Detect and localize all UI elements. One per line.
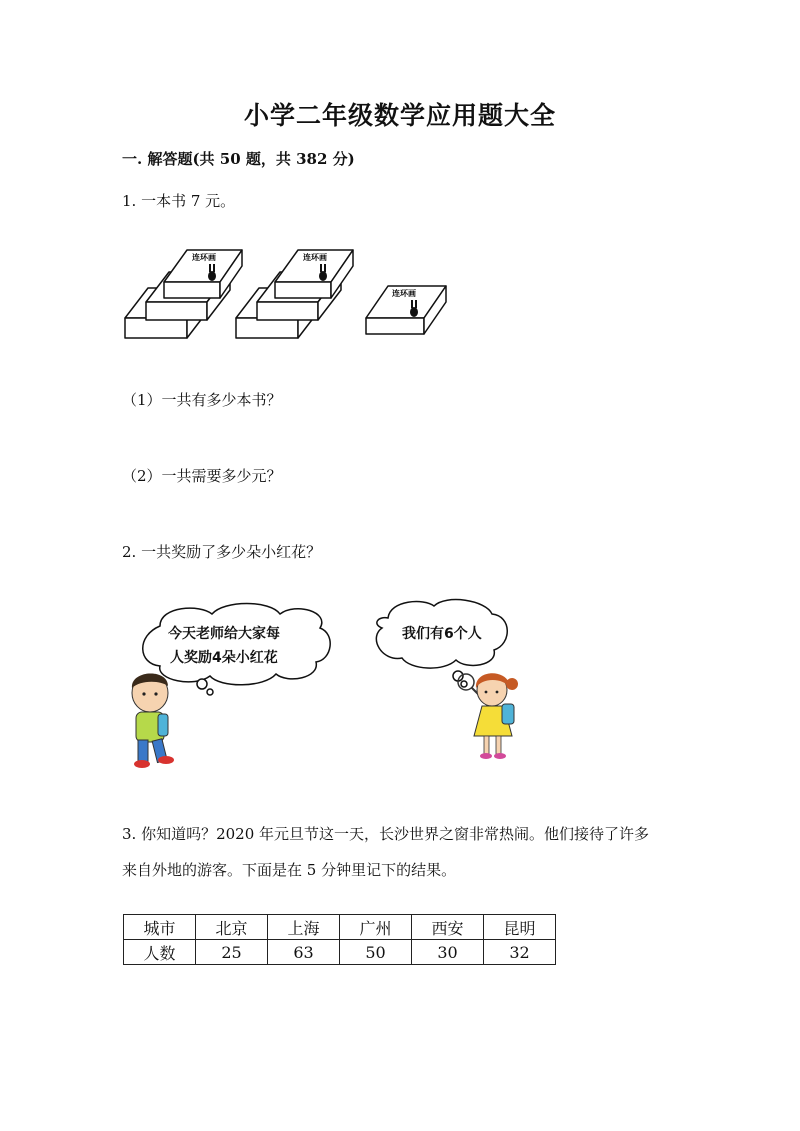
section-heading: 一. 解答题(共 50 题，共 382 分) bbox=[122, 150, 355, 168]
table-cell: 昆明 bbox=[484, 915, 556, 940]
red-flowers-illustration bbox=[120, 598, 540, 778]
question-1: 1. 一本书 7 元。 bbox=[122, 192, 236, 210]
table-cell: 人数 bbox=[124, 940, 196, 965]
table-cell: 32 bbox=[484, 940, 556, 965]
svg-text:我们有6个人: 我们有6个人 bbox=[402, 626, 482, 642]
book-stack-2 bbox=[236, 250, 353, 338]
boy-icon bbox=[132, 673, 174, 768]
question-1-part-1: （1）一共有多少本书？ bbox=[122, 391, 282, 409]
table-cell: 上海 bbox=[268, 915, 340, 940]
question-1-part-2: （2）一共需要多少元？ bbox=[122, 467, 282, 485]
question-3-line-2: 来自外地的游客。下面是在 5 分钟里记下的结果。 bbox=[122, 861, 457, 879]
table-cell: 63 bbox=[268, 940, 340, 965]
page-title: 小学二年级数学应用题大全 bbox=[243, 101, 556, 130]
visitor-table bbox=[123, 914, 556, 965]
book-stack-1 bbox=[125, 250, 242, 338]
table-cell: 30 bbox=[412, 940, 484, 965]
question-2: 2. 一共奖励了多少朵小红花？ bbox=[122, 543, 322, 561]
table-header-row bbox=[124, 915, 556, 940]
table-cell: 50 bbox=[340, 940, 412, 965]
table-cell: 西安 bbox=[412, 915, 484, 940]
table-cell: 城市 bbox=[124, 915, 196, 940]
svg-text:连环画: 连环画 bbox=[392, 289, 416, 298]
svg-text:今天老师给大家每: 今天老师给大家每 bbox=[168, 626, 280, 642]
question-3-line-1: 3. 你知道吗？2020 年元旦节这一天，长沙世界之窗非常热闹。他们接待了许多 bbox=[122, 825, 650, 843]
svg-text:连环画: 连环画 bbox=[192, 253, 216, 262]
table-cell: 北京 bbox=[196, 915, 268, 940]
table-row bbox=[124, 940, 556, 965]
svg-text:连环画: 连环画 bbox=[303, 253, 327, 262]
table-cell: 广州 bbox=[340, 915, 412, 940]
svg-text:人奖励4朵小红花: 人奖励4朵小红花 bbox=[170, 650, 278, 666]
table-cell: 25 bbox=[196, 940, 268, 965]
books-illustration bbox=[120, 240, 450, 350]
